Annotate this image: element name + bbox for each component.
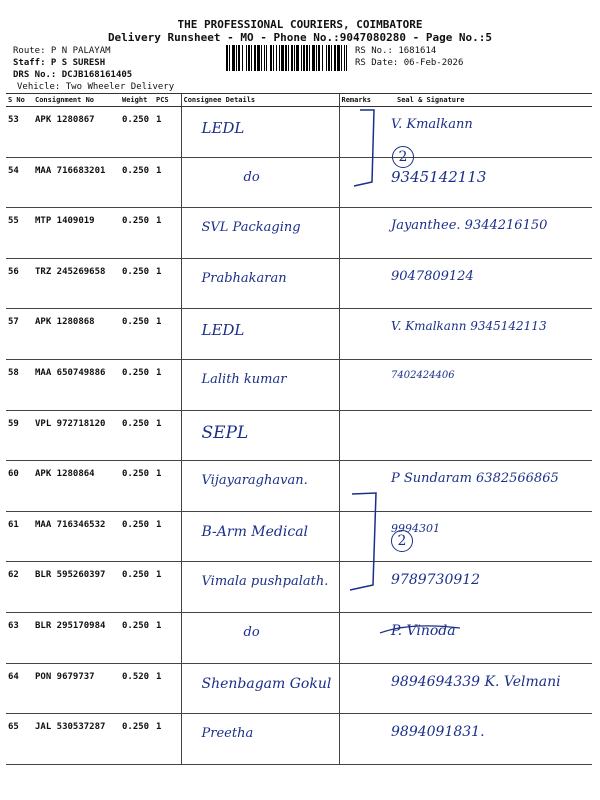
- row-weight-text: 0.250: [122, 317, 150, 328]
- row-remarks: [339, 461, 377, 512]
- col-consignment: Consignment No: [33, 94, 120, 107]
- row-weight-text: 0.250: [122, 519, 150, 530]
- row-consignment: [33, 258, 120, 309]
- barcode-bar: [248, 45, 250, 71]
- row-weight-text: 0.250: [122, 722, 150, 733]
- row-weight-text: 0.250: [122, 216, 150, 227]
- row-sno: [6, 359, 33, 410]
- row-weight: [120, 562, 154, 613]
- row-consignee: [181, 714, 339, 765]
- row-consignment-text: APK 1280864: [35, 469, 95, 480]
- row-seal-text: 9894694339 K. Velmani: [391, 673, 561, 690]
- table-row: [6, 461, 592, 512]
- row-seal: [377, 612, 592, 663]
- table-header-row: [6, 94, 592, 107]
- barcode-bar: [281, 45, 284, 71]
- row-pcs: [154, 612, 181, 663]
- row-seal: [377, 258, 592, 309]
- row-consignee-text: LEDL: [201, 321, 245, 340]
- barcode-bar: [273, 45, 274, 71]
- row-pcs: [154, 663, 181, 714]
- row-consignment: [33, 208, 120, 259]
- row-weight-text: 0.520: [122, 671, 150, 682]
- row-pcs-text: 1: [156, 469, 162, 480]
- row-consignment: [33, 359, 120, 410]
- barcode-bar: [322, 45, 323, 71]
- col-consignee: Consignee Details: [181, 94, 339, 107]
- row-consignee-text: Vijayaraghavan.: [201, 473, 308, 489]
- row-sno-text: 61: [8, 519, 19, 530]
- barcode-bar: [226, 45, 228, 71]
- row-consignment: [33, 157, 120, 208]
- row-consignment-text: APK 1280867: [35, 115, 95, 125]
- barcode-bar: [232, 45, 235, 71]
- row-weight-text: 0.250: [122, 418, 150, 429]
- col-pcs: PCS: [154, 94, 181, 107]
- row-weight-text: 0.250: [122, 570, 150, 581]
- barcode-bar: [276, 45, 277, 71]
- row-consignee-text: B-Arm Medical: [201, 523, 309, 540]
- row-pcs: [154, 258, 181, 309]
- barcode-bar: [312, 45, 315, 71]
- row-pcs-text: 1: [156, 317, 162, 328]
- row-consignee: [181, 208, 339, 259]
- row-weight-text: 0.250: [122, 469, 150, 480]
- barcode-bar: [296, 45, 299, 71]
- row-consignment-text: APK 1280868: [35, 317, 95, 328]
- row-pcs-text: 1: [156, 367, 162, 378]
- row-pcs-text: 1: [156, 418, 162, 429]
- runsheet-table: [6, 93, 592, 765]
- row-sno-text: 62: [8, 570, 19, 581]
- row-seal: [377, 410, 592, 461]
- row-remarks: [339, 258, 377, 309]
- barcode-bar: [331, 45, 332, 71]
- row-consignee: [181, 461, 339, 512]
- row-weight-text: 0.250: [122, 620, 150, 631]
- row-pcs: [154, 410, 181, 461]
- row-weight: [120, 107, 154, 158]
- table-row: [6, 309, 592, 360]
- row-sno: [6, 714, 33, 765]
- row-sno-text: 59: [8, 418, 19, 429]
- row-seal-text: 9345142113: [391, 167, 487, 186]
- barcode-bar: [328, 45, 330, 71]
- row-consignment: [33, 410, 120, 461]
- barcode-bar: [236, 45, 237, 71]
- row-remarks: [339, 511, 377, 562]
- row-weight: [120, 663, 154, 714]
- barcode-bar: [229, 45, 230, 71]
- barcode-bar: [309, 45, 310, 71]
- row-consignee-text: Shenbagam Gokul: [201, 675, 332, 692]
- row-seal-text: P Sundaram 6382566865: [391, 471, 559, 487]
- barcode-bar: [246, 45, 247, 71]
- row-weight: [120, 157, 154, 208]
- barcode-bar: [306, 45, 308, 71]
- row-sno: [6, 612, 33, 663]
- table-row: [6, 107, 592, 158]
- row-sno-text: 65: [8, 722, 19, 733]
- row-seal: [377, 663, 592, 714]
- row-remarks: [339, 714, 377, 765]
- row-consignment-text: MAA 716683201: [35, 165, 106, 176]
- row-sno-text: 58: [8, 367, 19, 378]
- barcode-bar: [257, 45, 260, 71]
- barcode-bar: [242, 45, 243, 71]
- staff-label: Staff: P S SURESH: [13, 58, 106, 68]
- row-consignment-text: BLR 595260397: [35, 570, 106, 581]
- row-consignee: [181, 258, 339, 309]
- row-consignee: [181, 663, 339, 714]
- row-consignee-text: do: [243, 624, 260, 640]
- row-seal-text: 9047809124: [391, 268, 474, 284]
- row-pcs-text: 1: [156, 519, 162, 530]
- row-seal: [377, 714, 592, 765]
- table-row: [6, 359, 592, 410]
- runsheet-subtitle: Delivery Runsheet - MO - Phone No.:9047080280 - Page No.:5: [107, 31, 493, 44]
- row-consignee: [181, 359, 339, 410]
- route-label: Route: P N PALAYAM: [13, 46, 111, 56]
- row-remarks: [339, 612, 377, 663]
- row-sno: [6, 157, 33, 208]
- barcode-bar: [334, 45, 336, 71]
- barcode-bar: [326, 45, 327, 71]
- row-sno: [6, 663, 33, 714]
- row-seal-text: 9994301: [391, 521, 440, 535]
- barcode-bar: [337, 45, 340, 71]
- barcode-bar: [294, 45, 295, 71]
- runsheet-title: THE PROFESSIONAL COURIERS, COIMBATORE: [177, 18, 423, 31]
- row-consignment-text: TRZ 245269658: [35, 266, 106, 277]
- row-consignment: [33, 461, 120, 512]
- col-seal: Seal & Signature: [377, 94, 592, 107]
- row-sno-text: 53: [8, 115, 19, 125]
- barcode-bar: [264, 45, 265, 71]
- barcode-bar: [261, 45, 262, 71]
- row-consignee: [181, 157, 339, 208]
- row-remarks: [339, 107, 377, 158]
- row-consignee: [181, 410, 339, 461]
- barcode-bar: [254, 45, 256, 71]
- row-consignee-text: Vimala pushpalath.: [201, 574, 329, 590]
- row-weight: [120, 612, 154, 663]
- barcode-bar: [303, 45, 305, 71]
- row-pcs: [154, 461, 181, 512]
- row-consignment: [33, 612, 120, 663]
- row-sno: [6, 562, 33, 613]
- row-seal-text: Jayanthee. 9344216150: [391, 218, 548, 234]
- barcode-bar: [266, 45, 267, 71]
- row-pcs-text: 1: [156, 722, 162, 733]
- row-consignment: [33, 663, 120, 714]
- drs-label: DRS No.: DCJB168161405: [13, 70, 133, 80]
- row-seal: [377, 157, 592, 208]
- row-sno: [6, 208, 33, 259]
- table-row: [6, 258, 592, 309]
- row-weight: [120, 309, 154, 360]
- row-seal-text: V. Kmalkann 9345142113: [391, 319, 547, 334]
- col-remarks: Remarks: [339, 94, 377, 107]
- row-pcs-text: 1: [156, 115, 162, 125]
- table-row: [6, 157, 592, 208]
- row-consignee-text: LEDL: [201, 119, 245, 137]
- row-seal-text: V. Kmalkann: [391, 117, 473, 132]
- row-consignee-text: Preetha: [201, 726, 254, 742]
- col-sno: S No: [6, 94, 33, 107]
- row-sno-text: 64: [8, 671, 19, 682]
- row-consignee-text: SVL Packaging: [201, 220, 301, 236]
- table-row: [6, 562, 592, 613]
- row-sno-text: 54: [8, 165, 19, 176]
- row-pcs-text: 1: [156, 671, 162, 682]
- row-remarks: [339, 359, 377, 410]
- barcode-bar: [288, 45, 289, 71]
- row-consignment-text: MAA 650749886: [35, 367, 106, 378]
- row-weight: [120, 359, 154, 410]
- group-count-1: 2: [392, 146, 414, 168]
- row-weight-text: 0.250: [122, 115, 150, 125]
- row-weight-text: 0.250: [122, 165, 150, 176]
- barcode-bar: [270, 45, 272, 71]
- row-pcs: [154, 714, 181, 765]
- barcode-bar: [279, 45, 280, 71]
- row-weight: [120, 410, 154, 461]
- row-consignment: [33, 562, 120, 613]
- row-consignee: [181, 107, 339, 158]
- row-seal: [377, 461, 592, 512]
- row-pcs-text: 1: [156, 216, 162, 227]
- row-seal-text: 9789730912: [391, 572, 481, 589]
- barcode-bar: [301, 45, 302, 71]
- row-remarks: [339, 410, 377, 461]
- vehicle-label: Vehicle: Two Wheeler Delivery: [17, 82, 175, 92]
- row-consignment: [33, 107, 120, 158]
- group-count-2: 2: [391, 530, 413, 552]
- row-consignee-text: SEPL: [201, 422, 249, 443]
- row-consignment-text: MAA 716346532: [35, 519, 106, 530]
- row-consignment: [33, 714, 120, 765]
- row-pcs-text: 1: [156, 570, 162, 581]
- row-seal: [377, 562, 592, 613]
- row-weight: [120, 511, 154, 562]
- row-consignee: [181, 612, 339, 663]
- row-seal: [377, 309, 592, 360]
- row-weight-text: 0.250: [122, 367, 150, 378]
- barcode-bar: [238, 45, 240, 71]
- col-weight: Weight: [120, 94, 154, 107]
- row-sno-text: 56: [8, 266, 19, 277]
- row-remarks: [339, 208, 377, 259]
- row-pcs-text: 1: [156, 620, 162, 631]
- barcode-bar: [291, 45, 293, 71]
- row-weight: [120, 208, 154, 259]
- row-pcs: [154, 309, 181, 360]
- row-consignee-text: Prabhakaran: [201, 270, 287, 286]
- row-sno-text: 60: [8, 469, 19, 480]
- barcode-bar: [251, 45, 252, 71]
- barcode-bar: [285, 45, 287, 71]
- row-consignee: [181, 309, 339, 360]
- row-weight: [120, 461, 154, 512]
- row-weight: [120, 258, 154, 309]
- row-weight-text: 0.250: [122, 266, 150, 277]
- row-consignment: [33, 309, 120, 360]
- row-pcs-text: 1: [156, 165, 162, 176]
- barcode-bar: [316, 45, 317, 71]
- barcode-bar: [346, 45, 347, 71]
- barcode-bar: [318, 45, 320, 71]
- row-pcs: [154, 359, 181, 410]
- barcode-bar: [344, 45, 345, 71]
- rs-date: RS Date: 06-Feb-2026: [355, 58, 464, 68]
- table-row: [6, 208, 592, 259]
- row-consignee-text: Lalith kumar: [201, 371, 287, 387]
- row-seal: [377, 511, 592, 562]
- row-pcs: [154, 107, 181, 158]
- row-sno: [6, 309, 33, 360]
- row-sno-text: 63: [8, 620, 19, 631]
- row-sno: [6, 410, 33, 461]
- row-pcs: [154, 208, 181, 259]
- row-consignment-text: MTP 1409019: [35, 216, 95, 227]
- table-row: [6, 612, 592, 663]
- row-seal: [377, 107, 592, 158]
- table-row: [6, 663, 592, 714]
- row-seal-text: 9894091831.: [391, 724, 485, 741]
- rs-number: RS No.: 1681614: [355, 46, 437, 56]
- row-sno: [6, 258, 33, 309]
- barcode-icon: [226, 45, 350, 71]
- row-pcs: [154, 562, 181, 613]
- row-sno: [6, 511, 33, 562]
- row-sno-text: 55: [8, 216, 19, 227]
- table-row: [6, 410, 592, 461]
- row-sno: [6, 107, 33, 158]
- row-sno-text: 57: [8, 317, 19, 328]
- row-pcs: [154, 157, 181, 208]
- row-remarks: [339, 562, 377, 613]
- row-consignment-text: BLR 295170984: [35, 620, 106, 631]
- barcode-bar: [341, 45, 342, 71]
- row-seal: [377, 208, 592, 259]
- row-consignment-text: VPL 972718120: [35, 418, 106, 429]
- row-remarks: [339, 309, 377, 360]
- table-row: [6, 511, 592, 562]
- row-consignee: [181, 562, 339, 613]
- row-consignee: [181, 511, 339, 562]
- row-consignment: [33, 511, 120, 562]
- row-sno: [6, 461, 33, 512]
- row-seal-text: 7402424406: [391, 369, 455, 381]
- row-consignee-text: do: [243, 169, 260, 185]
- row-remarks: [339, 157, 377, 208]
- row-weight: [120, 714, 154, 765]
- row-pcs: [154, 511, 181, 562]
- row-seal: [377, 359, 592, 410]
- row-consignment-text: JAL 530537287: [35, 722, 106, 733]
- table-row: [6, 714, 592, 765]
- row-pcs-text: 1: [156, 266, 162, 277]
- row-remarks: [339, 663, 377, 714]
- row-seal-text: P. Vinoda: [391, 622, 456, 639]
- row-consignment-text: PON 9679737: [35, 671, 95, 682]
